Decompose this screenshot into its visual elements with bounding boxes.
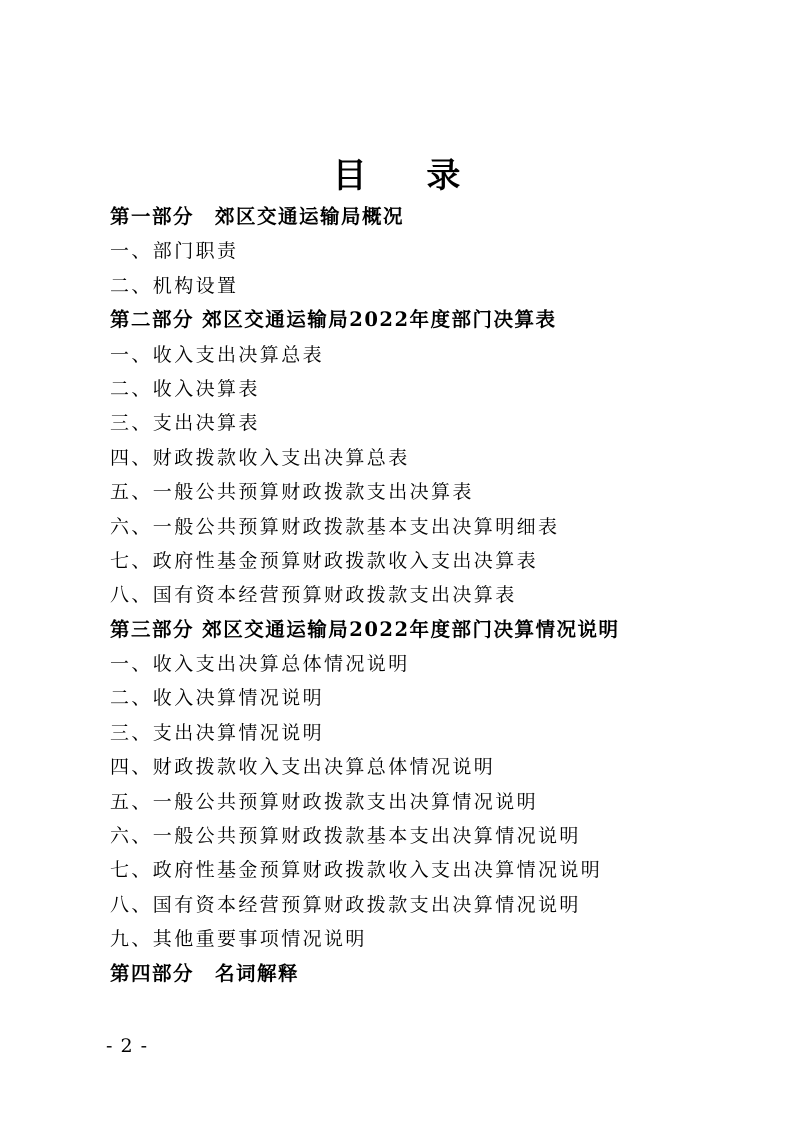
toc-item: 一、收入支出决算总体情况说明 (110, 653, 410, 676)
toc-item: 六、一般公共预算财政拨款基本支出决算情况说明 (110, 825, 581, 848)
page-title: 目 录 (332, 156, 485, 196)
toc-item: 七、政府性基金预算财政拨款收入支出决算情况说明 (110, 859, 603, 882)
toc-item: 四、财政拨款收入支出决算总体情况说明 (110, 756, 496, 779)
toc-item: 五、一般公共预算财政拨款支出决算情况说明 (110, 790, 539, 813)
toc-item: 八、国有资本经营预算财政拨款支出决算情况说明 (110, 893, 581, 916)
toc-item: 一、收入支出决算总表 (110, 343, 325, 366)
table-of-contents (110, 200, 750, 991)
toc-item: 一、部门职责 (110, 240, 239, 263)
page-number: - 2 - (106, 1035, 149, 1057)
toc-item: 二、收入决算情况说明 (110, 687, 325, 710)
toc-item: 四、财政拨款收入支出决算总表 (110, 446, 410, 469)
toc-item: 三、支出决算表 (110, 412, 260, 435)
toc-part-1: 第一部分 郊区交通运输局概况 (110, 205, 405, 228)
toc-item: 八、国有资本经营预算财政拨款支出决算表 (110, 584, 517, 607)
toc-item: 二、收入决算表 (110, 377, 260, 400)
toc-item: 三、支出决算情况说明 (110, 721, 325, 744)
toc-part-3: 第三部分 郊区交通运输局2022年度部门决算情况说明 (110, 617, 620, 641)
toc-part-4: 第四部分 名词解释 (110, 961, 300, 985)
toc-item: 九、其他重要事项情况说明 (110, 928, 367, 951)
toc-item: 七、政府性基金预算财政拨款收入支出决算表 (110, 549, 539, 572)
toc-item: 六、一般公共预算财政拨款基本支出决算明细表 (110, 515, 560, 538)
toc-item: 二、机构设置 (110, 274, 239, 297)
toc-part-2: 第二部分 郊区交通运输局2022年度部门决算表 (110, 308, 557, 332)
toc-item: 五、一般公共预算财政拨款支出决算表 (110, 481, 474, 504)
